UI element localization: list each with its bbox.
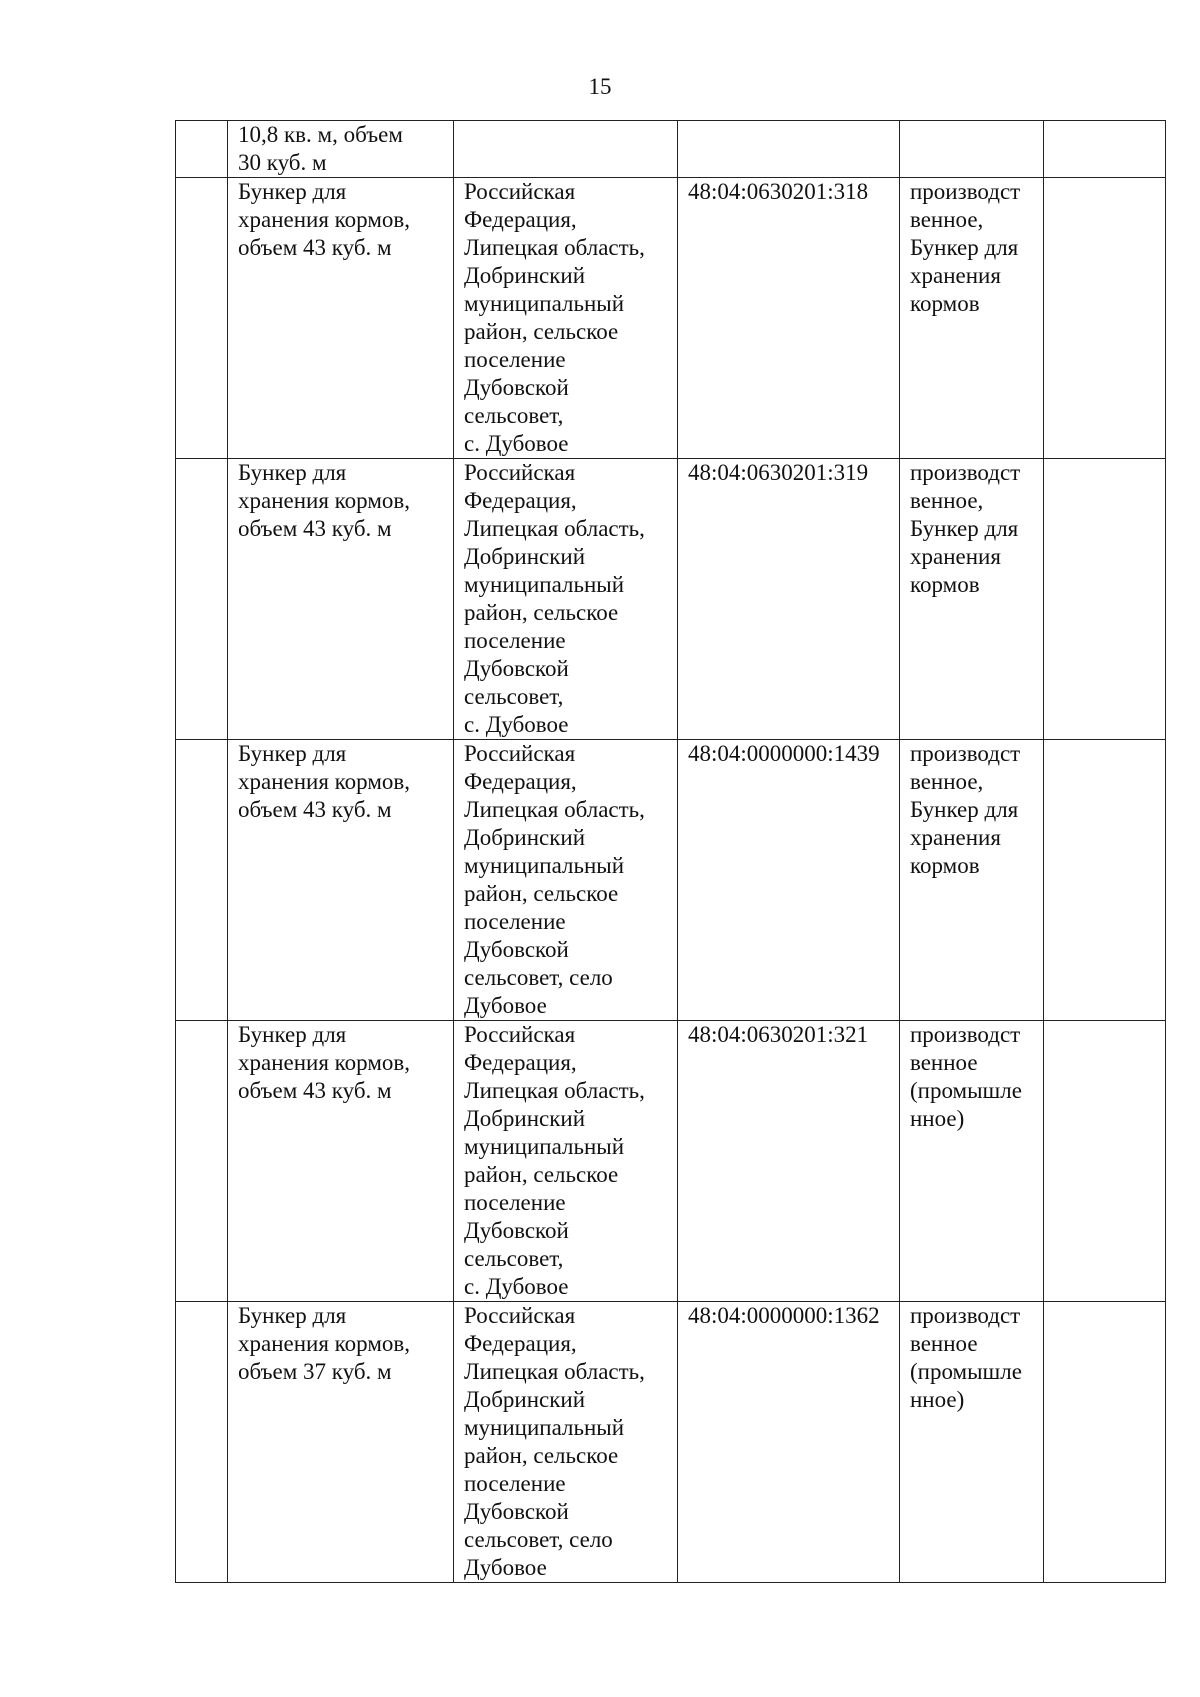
object-name-cell: Бункер для хранения кормов, объем 43 куб. м: [228, 178, 454, 459]
address-cell: Российская Федерация, Липецкая область, Добринский муниципальный район, сельское поселение Дубовской сельсовет, село Дубовое: [454, 740, 678, 1021]
object-name-cell: Бункер для хранения кормов, объем 43 куб. м: [228, 740, 454, 1021]
number-cell: [176, 740, 228, 1021]
table-row: [176, 459, 1166, 740]
number-cell: [176, 121, 228, 178]
extra-cell: [1044, 1021, 1166, 1302]
table-row: [176, 121, 1166, 178]
address-cell: Российская Федерация, Липецкая область, Добринский муниципальный район, сельское поселение Дубовской сельсовет, село Дубовое: [454, 1302, 678, 1583]
cadastral-number-cell: 48:04:0000000:1362: [678, 1302, 900, 1583]
table-row: [176, 1302, 1166, 1583]
number-cell: [176, 459, 228, 740]
object-name-cell: Бункер для хранения кормов, объем 43 куб. м: [228, 459, 454, 740]
number-cell: [176, 178, 228, 459]
purpose-cell: производст венное, Бункер для хранения кормов: [900, 178, 1044, 459]
purpose-cell: производст венное, Бункер для хранения кормов: [900, 459, 1044, 740]
object-name-cell: Бункер для хранения кормов, объем 43 куб. м: [228, 1021, 454, 1302]
cadastral-number-cell: 48:04:0630201:321: [678, 1021, 900, 1302]
address-cell: [454, 121, 678, 178]
address-cell: Российская Федерация, Липецкая область, Добринский муниципальный район, сельское поселение Дубовской сельсовет, с. Дубовое: [454, 178, 678, 459]
extra-cell: [1044, 1302, 1166, 1583]
number-cell: [176, 1021, 228, 1302]
extra-cell: [1044, 121, 1166, 178]
table-row: [176, 178, 1166, 459]
table-row: [176, 1021, 1166, 1302]
number-cell: [176, 1302, 228, 1583]
table-row: [176, 740, 1166, 1021]
purpose-cell: [900, 121, 1044, 178]
property-table: [175, 120, 1166, 1583]
purpose-cell: производст венное (промышле нное): [900, 1302, 1044, 1583]
extra-cell: [1044, 459, 1166, 740]
purpose-cell: производст венное, Бункер для хранения кормов: [900, 740, 1044, 1021]
cadastral-number-cell: 48:04:0630201:318: [678, 178, 900, 459]
address-cell: Российская Федерация, Липецкая область, Добринский муниципальный район, сельское поселение Дубовской сельсовет, с. Дубовое: [454, 1021, 678, 1302]
extra-cell: [1044, 178, 1166, 459]
object-name-cell: 10,8 кв. м, объем 30 куб. м: [228, 121, 454, 178]
object-name-cell: Бункер для хранения кормов, объем 37 куб. м: [228, 1302, 454, 1583]
cadastral-number-cell: 48:04:0000000:1439: [678, 740, 900, 1021]
address-cell: Российская Федерация, Липецкая область, Добринский муниципальный район, сельское поселение Дубовской сельсовет, с. Дубовое: [454, 459, 678, 740]
cadastral-number-cell: [678, 121, 900, 178]
purpose-cell: производст венное (промышле нное): [900, 1021, 1044, 1302]
page-number: 15: [588, 74, 612, 99]
cadastral-number-cell: 48:04:0630201:319: [678, 459, 900, 740]
extra-cell: [1044, 740, 1166, 1021]
